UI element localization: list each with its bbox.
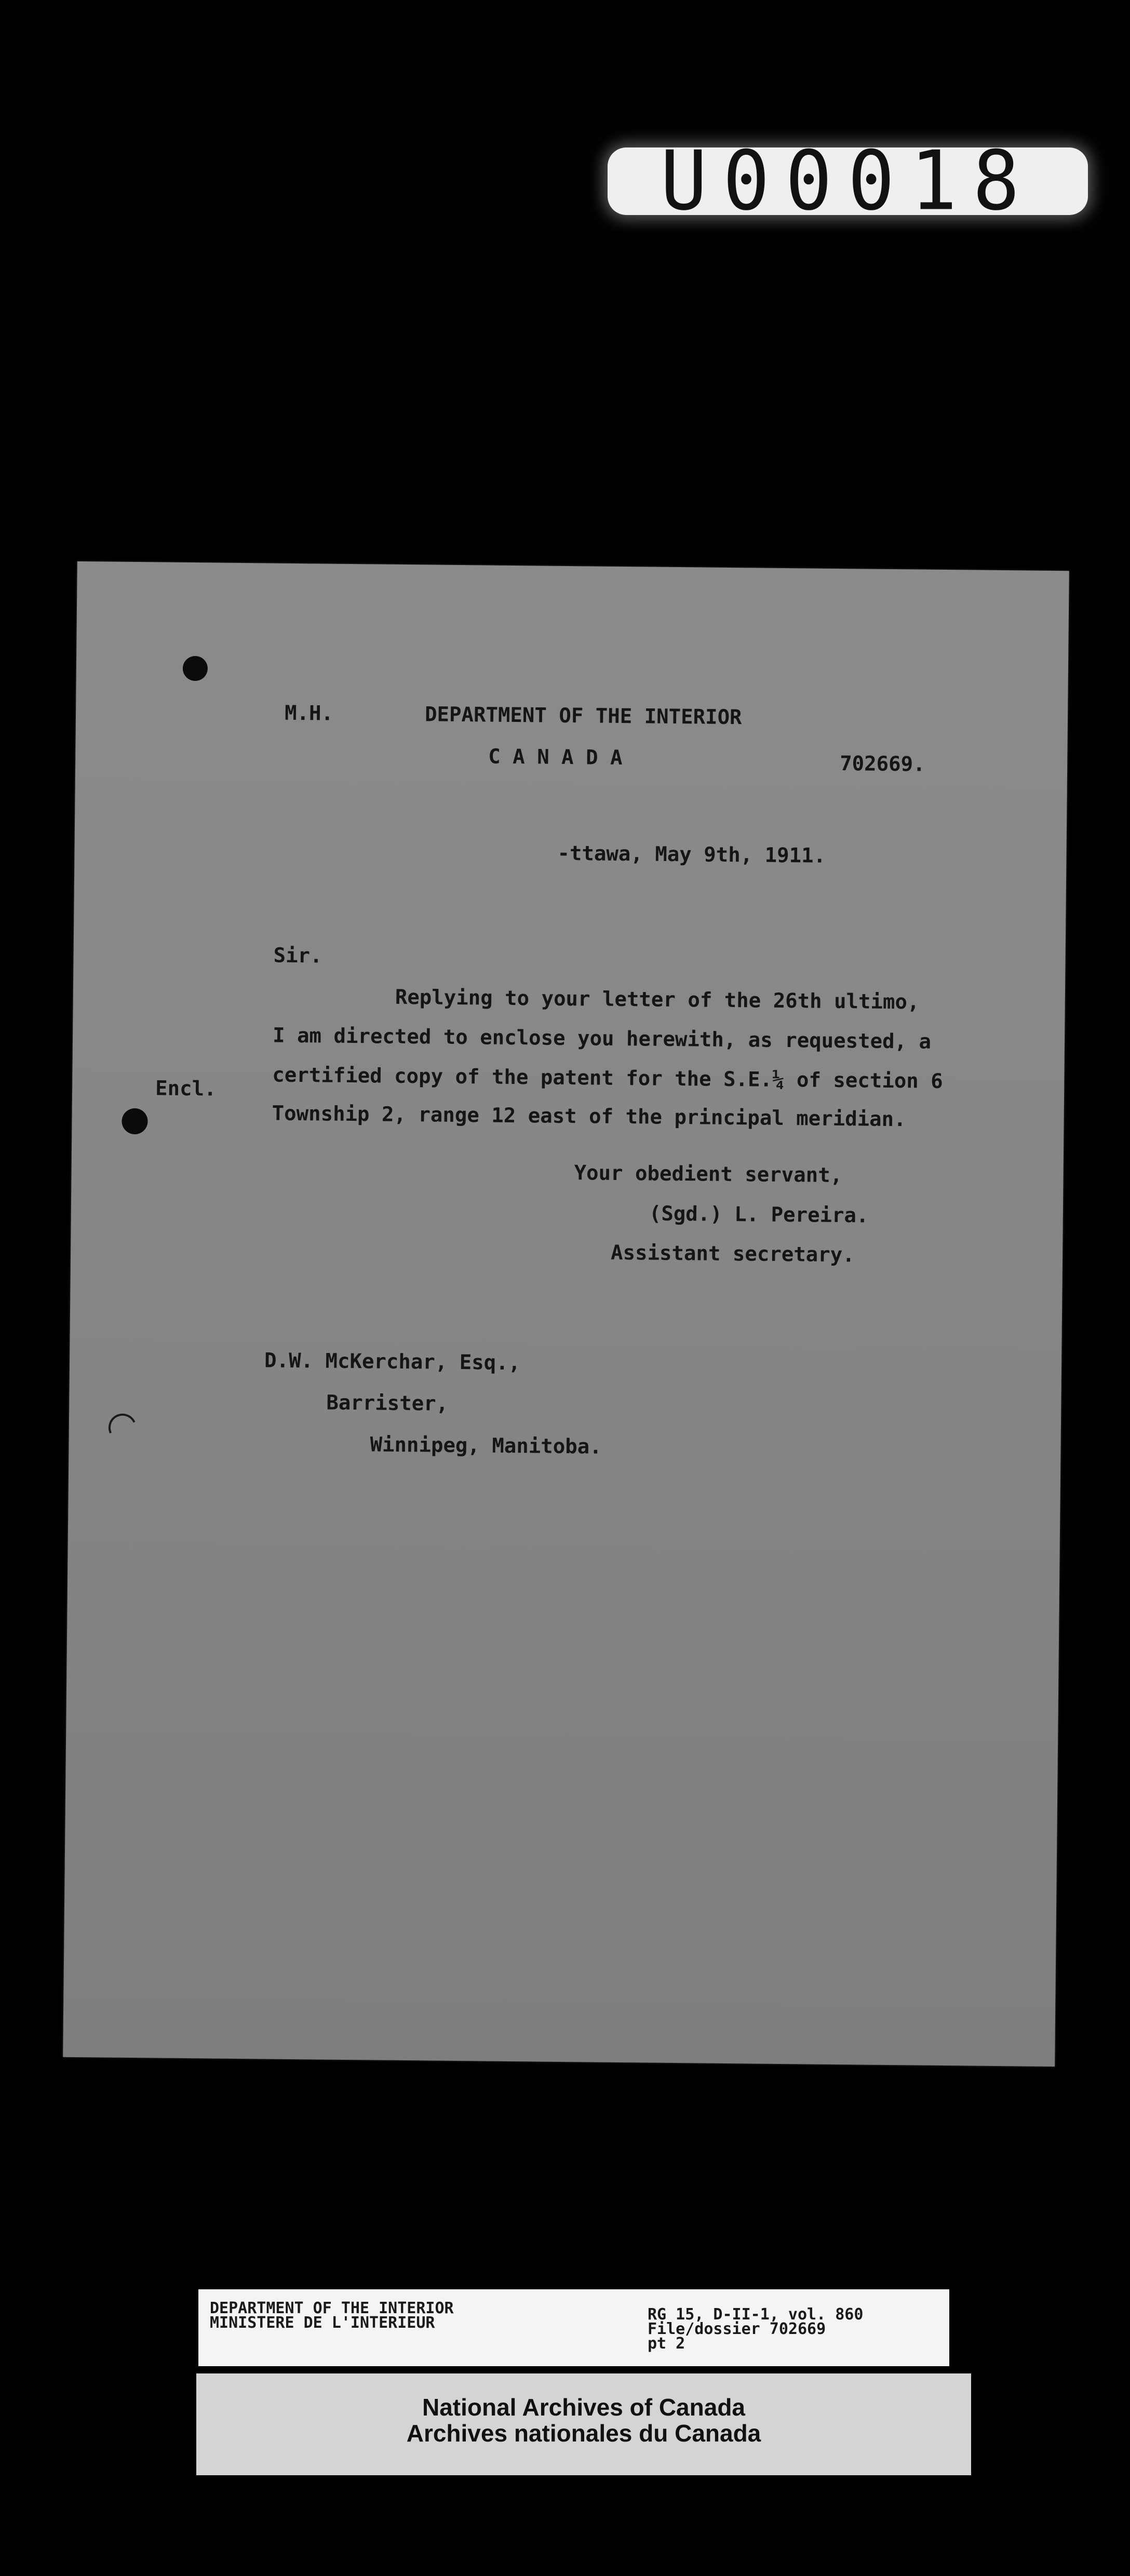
paper-mark	[104, 1410, 141, 1446]
letter-department: DEPARTMENT OF THE INTERIOR	[424, 703, 742, 730]
label-ref-line-2: File/dossier 702669	[648, 2320, 826, 2338]
letter-body-line-4: Township 2, range 12 east of the principal meridian.	[272, 1102, 906, 1132]
punch-hole-top	[183, 656, 208, 681]
letter-body-line-1: Replying to your letter of the 26th ultimo,	[395, 985, 920, 1014]
label-ref-line-1: RG 15, D-II-1, vol. 860	[648, 2305, 864, 2324]
letter-margin-note: Encl.	[155, 1077, 217, 1101]
letter-body-line-3: certified copy of the patent for the S.E.¼ of section 6	[272, 1063, 943, 1093]
letter-salutation: Sir.	[273, 944, 322, 968]
addressee-line-3: Winnipeg, Manitoba.	[370, 1433, 602, 1459]
letter-file-number: 702669.	[839, 752, 925, 776]
letter-body-line-2: I am directed to enclose you herewith, as requested, a	[272, 1024, 932, 1054]
letter-closing-line-2: (Sgd.) L. Pereira.	[649, 1202, 869, 1228]
letter-country: C A N A D A	[488, 745, 623, 770]
letter-date: -ttawa, May 9th, 1911.	[557, 841, 826, 868]
label-dept-en: DEPARTMENT OF THE INTERIOR	[210, 2299, 454, 2317]
archive-reference-label	[198, 2289, 949, 2366]
addressee-line-2: Barrister,	[326, 1391, 449, 1416]
addressee-line-1: D.W. McKerchar, Esq.,	[264, 1349, 521, 1375]
punch-hole-middle	[122, 1108, 147, 1134]
label-ref-line-3: pt 2	[648, 2334, 685, 2353]
label-archives-fr: Archives nationales du Canada	[406, 2420, 761, 2447]
letter-closing-line-3: Assistant secretary.	[610, 1241, 855, 1267]
label-archives-en: National Archives of Canada	[422, 2394, 745, 2421]
letter-initials: M.H.	[284, 701, 334, 726]
frame-number-text: U00018	[660, 133, 1035, 229]
microfilm-frame-number	[608, 133, 1088, 229]
label-dept-fr: MINISTERE DE L'INTERIEUR	[210, 2314, 435, 2332]
letter-closing-line-1: Your obedient servant,	[574, 1161, 843, 1188]
archives-name-label	[196, 2373, 971, 2475]
letter-page	[63, 561, 1069, 2067]
